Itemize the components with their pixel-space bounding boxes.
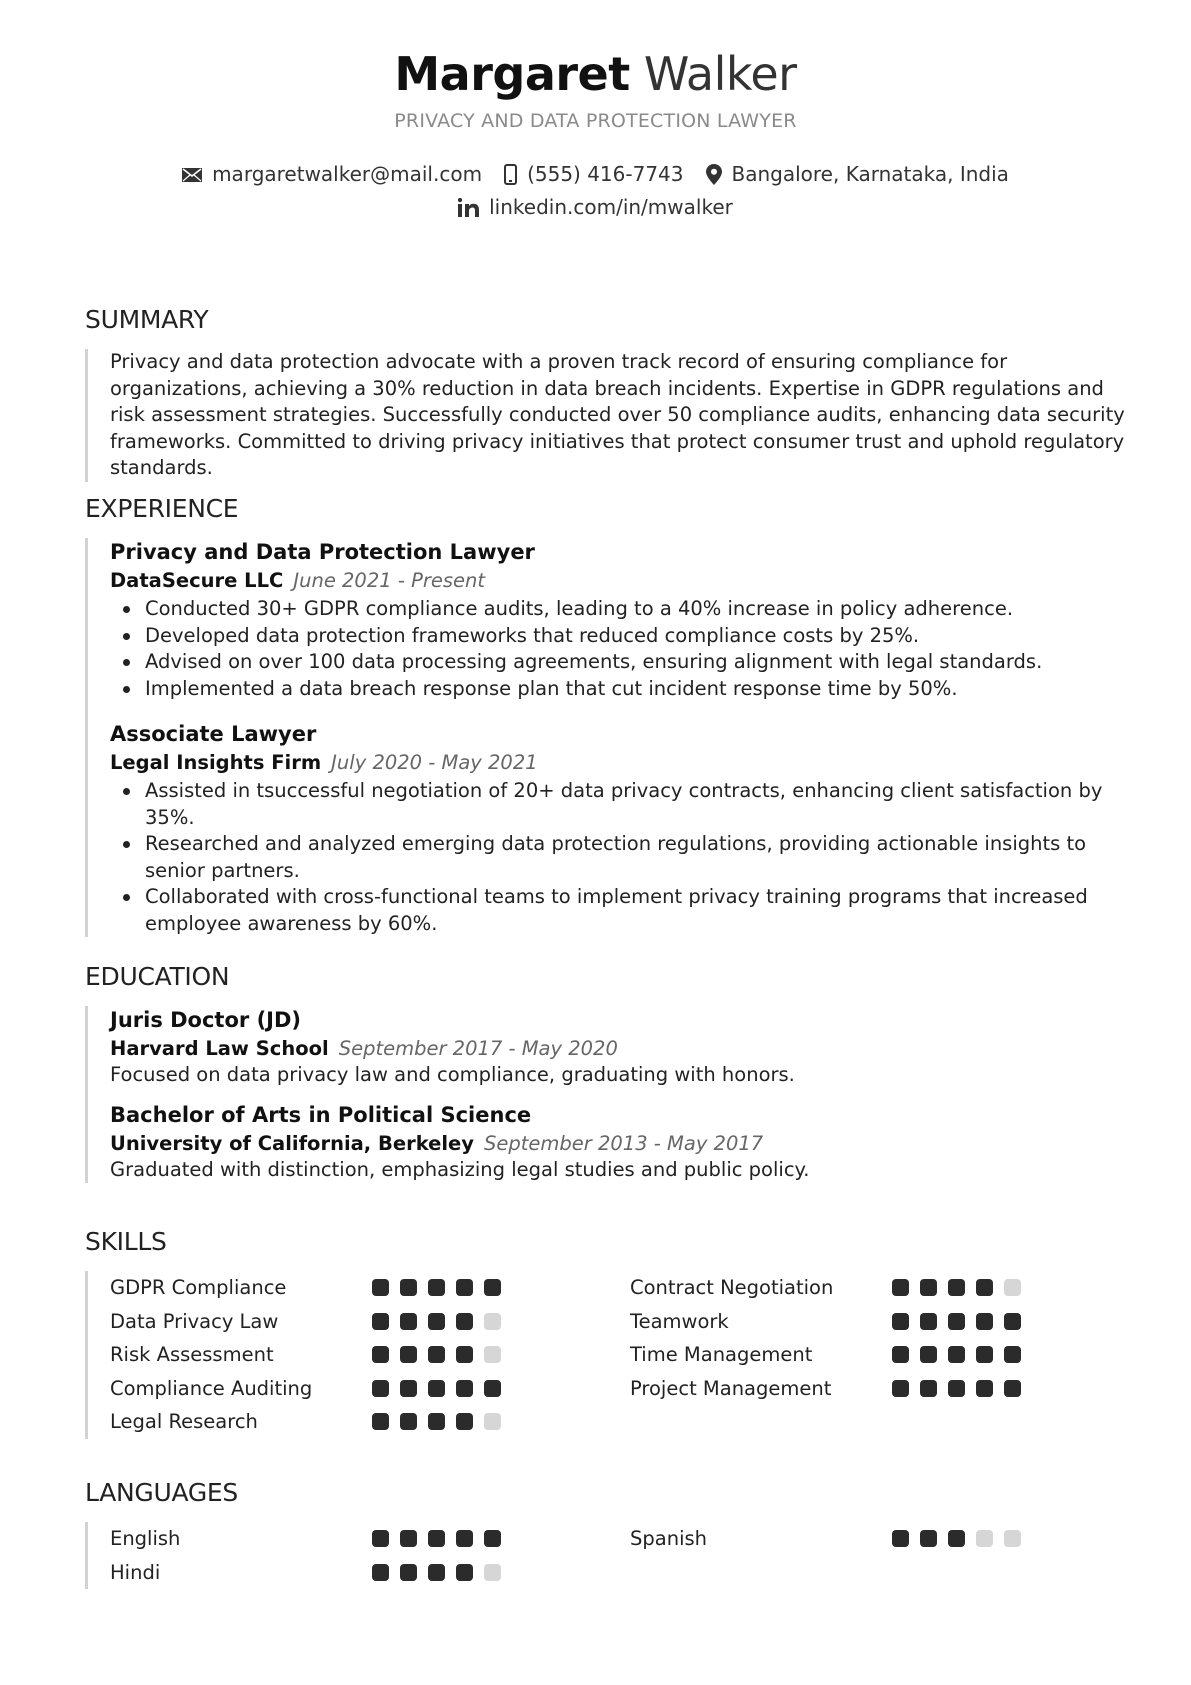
location-pin-icon (706, 164, 722, 185)
rating-dot-filled (1004, 1313, 1021, 1330)
rating-dot-filled (428, 1380, 445, 1397)
skill-row (110, 1372, 630, 1406)
rating-dot-filled (484, 1279, 501, 1296)
rating-dot-filled (372, 1279, 389, 1296)
rating-dot-filled (892, 1313, 909, 1330)
rating-dots (372, 1413, 512, 1430)
education-body (85, 1006, 1125, 1183)
rating-dot-filled (372, 1413, 389, 1430)
experience-body (85, 538, 1125, 937)
rating-dots (892, 1530, 1032, 1547)
rating-dot-filled (948, 1380, 965, 1397)
summary-section (85, 303, 1125, 482)
skills-grid (85, 1271, 1125, 1439)
languages-section (85, 1476, 1125, 1589)
rating-dot-filled (976, 1313, 993, 1330)
job-dates: June 2021 - Present (293, 569, 486, 592)
rating-dots (372, 1380, 512, 1397)
rating-dot-filled (372, 1346, 389, 1363)
rating-dot-filled (400, 1279, 417, 1296)
education-description: Graduated with distinction, emphasizing legal studies and public policy. (110, 1157, 810, 1181)
rating-dot-empty (1004, 1530, 1021, 1547)
rating-dot-filled (428, 1530, 445, 1547)
rating-dots (372, 1530, 512, 1547)
email-contact[interactable] (182, 158, 482, 191)
rating-dot-filled (428, 1564, 445, 1581)
rating-dot-empty (484, 1313, 501, 1330)
rating-dot-filled (428, 1279, 445, 1296)
skill-row (110, 1405, 630, 1439)
skills-heading: SKILLS (85, 1227, 167, 1256)
rating-dot-filled (456, 1346, 473, 1363)
rating-dot-filled (428, 1313, 445, 1330)
rating-dot-filled (372, 1564, 389, 1581)
rating-dots (372, 1313, 512, 1330)
skill-row (110, 1338, 630, 1372)
rating-dot-filled (456, 1413, 473, 1430)
language-name: English (110, 1527, 181, 1551)
rating-dot-filled (920, 1313, 937, 1330)
rating-dot-filled (948, 1279, 965, 1296)
location-text: Bangalore, Karnataka, India (731, 162, 1009, 186)
contact-info (0, 158, 1191, 224)
skill-row (630, 1271, 1130, 1305)
rating-dot-empty (484, 1346, 501, 1363)
education-heading: EDUCATION (85, 962, 230, 991)
rating-dot-filled (456, 1564, 473, 1581)
rating-dot-filled (948, 1346, 965, 1363)
education-dates: September 2013 - May 2017 (484, 1131, 764, 1155)
education-entry (110, 1006, 1125, 1089)
linkedin-text: linkedin.com/in/mwalker (489, 195, 733, 219)
summary-body (85, 349, 1125, 482)
skill-name: Project Management (630, 1376, 832, 1400)
rating-dot-empty (484, 1564, 501, 1581)
skill-row (630, 1338, 1130, 1372)
education-description: Focused on data privacy law and compliance, graduating with honors. (110, 1063, 795, 1086)
location-contact (706, 158, 1009, 191)
rating-dot-filled (892, 1380, 909, 1397)
skill-row (110, 1305, 630, 1339)
rating-dot-filled (892, 1279, 909, 1296)
company-name: DataSecure LLC (110, 569, 284, 592)
skill-row (110, 1271, 630, 1305)
skill-name: Data Privacy Law (110, 1309, 279, 1333)
resume-header (0, 44, 1191, 224)
rating-dot-filled (400, 1413, 417, 1430)
rating-dots (372, 1346, 512, 1363)
skill-name: Risk Assessment (110, 1343, 274, 1367)
job-entry (110, 720, 1125, 937)
job-title: PRIVACY AND DATA PROTECTION LAWYER (394, 110, 797, 132)
rating-dot-filled (400, 1313, 417, 1330)
job-entry (110, 538, 1125, 702)
rating-dot-empty (484, 1413, 501, 1430)
company-name: Legal Insights Firm (110, 751, 322, 774)
rating-dot-filled (976, 1346, 993, 1363)
rating-dot-filled (948, 1313, 965, 1330)
rating-dots (892, 1346, 1032, 1363)
rating-dot-filled (976, 1380, 993, 1397)
skill-row (630, 1305, 1130, 1339)
job-bullets (110, 778, 1125, 937)
summary-text: Privacy and data protection advocate with a proven track record of ensuring compliance for organizations, achieving a 30% reduction in data breach incidents. Expertise in GDPR regulations and risk assessment strategies. Successfully conducted over 50 compliance audits, enhancing data security frameworks. Committed to driving privacy initiatives that protect consumer trust and uphold regulatory standards. (110, 350, 1125, 479)
experience-heading: EXPERIENCE (85, 494, 239, 523)
rating-dots (372, 1564, 512, 1581)
education-section (85, 960, 1125, 1183)
language-row (110, 1556, 630, 1590)
job-title-text: Associate Lawyer (110, 722, 317, 746)
job-dates: July 2020 - May 2021 (331, 751, 538, 774)
rating-dot-filled (920, 1279, 937, 1296)
job-bullet: Advised on over 100 data processing agreements, ensuring alignment with legal standards. (110, 649, 1125, 676)
envelope-icon (182, 168, 202, 182)
skill-name: Teamwork (630, 1309, 729, 1333)
rating-dots (892, 1279, 1032, 1296)
rating-dot-filled (400, 1346, 417, 1363)
skills-section (85, 1225, 1125, 1439)
education-meta (110, 1035, 1125, 1062)
rating-dot-filled (400, 1564, 417, 1581)
rating-dot-empty (976, 1530, 993, 1547)
degree-name: Juris Doctor (JD) (110, 1008, 302, 1032)
skill-name: GDPR Compliance (110, 1276, 287, 1300)
rating-dot-filled (372, 1530, 389, 1547)
phone-contact[interactable] (504, 158, 683, 191)
language-row (110, 1522, 630, 1556)
phone-text: (555) 416-7743 (527, 162, 684, 186)
school-name: Harvard Law School (110, 1037, 329, 1060)
school-name: University of California, Berkeley (110, 1131, 474, 1155)
job-bullet: Collaborated with cross-functional teams to implement privacy training programs that increased employee awareness by 60%. (110, 884, 1125, 937)
rating-dots (892, 1313, 1032, 1330)
education-meta (110, 1130, 1125, 1157)
skill-name: Contract Negotiation (630, 1276, 834, 1300)
skill-name: Legal Research (110, 1410, 258, 1434)
language-name: Spanish (630, 1527, 708, 1551)
job-meta (110, 749, 1125, 776)
rating-dot-filled (456, 1313, 473, 1330)
candidate-name (0, 44, 1191, 104)
job-bullet: Assisted in tsuccessful negotiation of 20+ data privacy contracts, enhancing client satisfaction by 35%. (110, 778, 1125, 831)
phone-icon (504, 164, 517, 185)
rating-dot-filled (1004, 1346, 1021, 1363)
rating-dot-filled (428, 1346, 445, 1363)
skill-name: Compliance Auditing (110, 1376, 313, 1400)
rating-dot-filled (920, 1380, 937, 1397)
rating-dot-filled (484, 1530, 501, 1547)
rating-dot-filled (372, 1380, 389, 1397)
first-name: Margaret (394, 47, 630, 101)
linkedin-icon (458, 198, 479, 217)
languages-grid (85, 1522, 1125, 1589)
language-name: Hindi (110, 1560, 161, 1584)
job-bullet: Developed data protection frameworks that reduced compliance costs by 25%. (110, 623, 1125, 650)
rating-dot-filled (892, 1530, 909, 1547)
rating-dot-filled (428, 1413, 445, 1430)
skill-row (630, 1372, 1130, 1406)
job-bullets (110, 596, 1125, 702)
rating-dot-filled (400, 1380, 417, 1397)
rating-dot-filled (892, 1346, 909, 1363)
job-bullet: Conducted 30+ GDPR compliance audits, leading to a 40% increase in policy adherence. (110, 596, 1125, 623)
job-bullet: Implemented a data breach response plan that cut incident response time by 50%. (110, 676, 1125, 703)
rating-dot-empty (1004, 1279, 1021, 1296)
rating-dot-filled (976, 1279, 993, 1296)
rating-dot-filled (484, 1380, 501, 1397)
rating-dot-filled (948, 1530, 965, 1547)
rating-dot-filled (920, 1530, 937, 1547)
last-name: Walker (643, 47, 797, 101)
linkedin-contact[interactable] (458, 191, 733, 224)
experience-section (85, 492, 1125, 937)
rating-dots (372, 1279, 512, 1296)
skill-name: Time Management (630, 1343, 813, 1367)
rating-dot-filled (456, 1530, 473, 1547)
language-row (630, 1522, 1130, 1556)
email-text: margaretwalker@mail.com (212, 162, 483, 186)
summary-heading: SUMMARY (85, 305, 209, 334)
degree-name: Bachelor of Arts in Political Science (110, 1102, 532, 1127)
rating-dot-filled (1004, 1380, 1021, 1397)
rating-dot-filled (400, 1530, 417, 1547)
job-meta (110, 567, 1125, 594)
job-title-text: Privacy and Data Protection Lawyer (110, 540, 535, 564)
rating-dot-filled (456, 1380, 473, 1397)
rating-dots (892, 1380, 1032, 1397)
rating-dot-filled (920, 1346, 937, 1363)
education-dates: September 2017 - May 2020 (338, 1037, 618, 1060)
rating-dot-filled (372, 1313, 389, 1330)
languages-heading: LANGUAGES (85, 1478, 238, 1507)
rating-dot-filled (456, 1279, 473, 1296)
job-bullet: Researched and analyzed emerging data protection regulations, providing actionable insights to senior partners. (110, 831, 1125, 884)
education-entry (110, 1101, 1125, 1184)
